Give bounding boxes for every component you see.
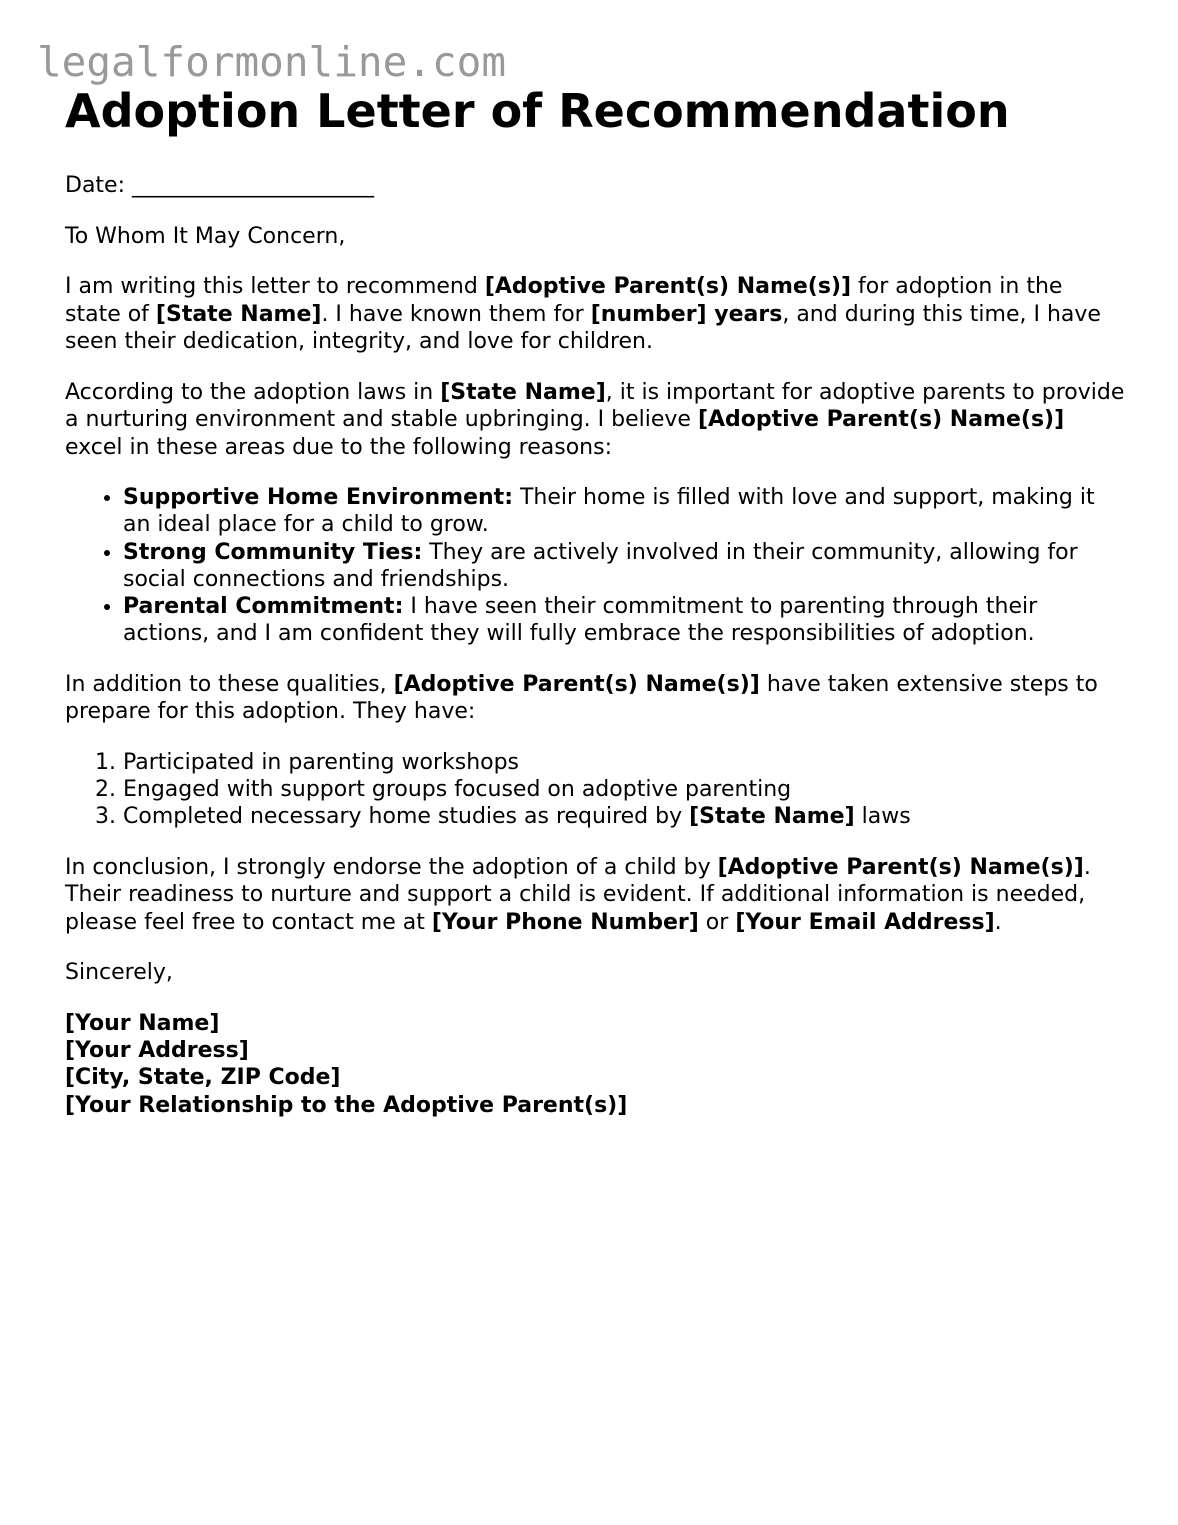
steps-list [65,749,1125,831]
list-item [123,776,1125,803]
laws-text-3: excel in these areas due to the following reasons: [65,434,613,460]
closing: Sincerely, [65,960,173,986]
intro-state-name: [State Name] [155,301,322,327]
intro-parent-name: [Adoptive Parent(s) Name(s)] [484,274,852,299]
conclusion-text-1: In conclusion, I strongly endorse the adoption of a child by [65,854,718,880]
step-text: Participated in parenting workshops [123,749,520,775]
laws-text-1: According to the adoption laws in [65,379,441,405]
list-item [123,749,1125,776]
signature-relationship: [Your Relationship to the Adoptive Parent(s)] [65,1092,628,1118]
intro-paragraph [65,273,1125,356]
list-item [123,539,1125,594]
reason-text: They are actively involved in their community, allowing for social connections and friendships. [123,539,1078,592]
date-label: Date: [65,173,125,198]
step-tail: laws [854,804,911,830]
conclusion-parent-name: [Adoptive Parent(s) Name(s)] [717,854,1084,880]
step-text: Completed necessary home studies as required by [123,804,690,830]
reason-title: Strong Community Ties: [123,539,423,565]
conclusion-email: [Your Email Address] [735,909,995,935]
intro-text-3: . I have known them for [321,301,591,327]
reason-title: Parental Commitment: [123,594,404,620]
signature-name: [Your Name] [65,1010,220,1036]
reason-title: Supportive Home Environment: [123,485,513,510]
reason-text: I have seen their commitment to parenting through their actions, and I am confident they will fully embrace the responsibilities of adoption. [123,594,1038,647]
prep-paragraph [65,671,1125,726]
signature-address: [Your Address] [65,1037,249,1063]
letter-page [65,82,1125,1119]
prep-text-1: In addition to these qualities, [65,671,394,697]
reason-text: Their home is filled with love and support, making it an ideal place for a child to grow. [123,485,1095,538]
conclusion-paragraph [65,854,1125,937]
conclusion-text-3: or [698,909,736,935]
conclusion-phone: [Your Phone Number] [431,909,699,935]
conclusion-text-4: . [994,909,1002,935]
signature-block [65,1010,1125,1119]
laws-state-name: [State Name] [440,379,606,405]
intro-text-1: I am writing this letter to recommend [65,274,485,299]
prep-text-2: have taken extensive steps to prepare for this adoption. They have: [65,671,1098,725]
signature-city: [City, State, ZIP Code] [65,1065,341,1091]
intro-years: [number] years [590,301,783,327]
reasons-list [65,484,1125,648]
laws-paragraph [65,379,1125,462]
step-state-name: [State Name] [689,804,855,830]
date-line [65,172,1125,200]
intro-text-2: for adoption in the state of [65,274,1063,327]
date-blank: ______________________ [132,173,374,198]
intro-text-4: , and during this time, I have seen their dedication, integrity, and love for children. [65,301,1101,354]
watermark-logo: legalformonline.com [37,38,506,86]
step-text: Engaged with support groups focused on adoptive parenting [123,777,792,803]
list-item [123,803,1125,830]
list-item [123,484,1125,539]
conclusion-text-2: . Their readiness to nurture and support a child is evident. If additional information is needed, please feel free to contact me at [65,854,1091,935]
prep-parent-name: [Adoptive Parent(s) Name(s)] [393,671,760,697]
list-item [123,593,1125,648]
laws-parent-name: [Adoptive Parent(s) Name(s)] [697,407,1065,432]
greeting: To Whom It May Concern, [65,223,346,249]
laws-text-2: , it is important for adoptive parents to provide a nurturing environment and stable upbringing. I believe [65,379,1125,432]
page-title: Adoption Letter of Recommendation [65,84,1010,138]
